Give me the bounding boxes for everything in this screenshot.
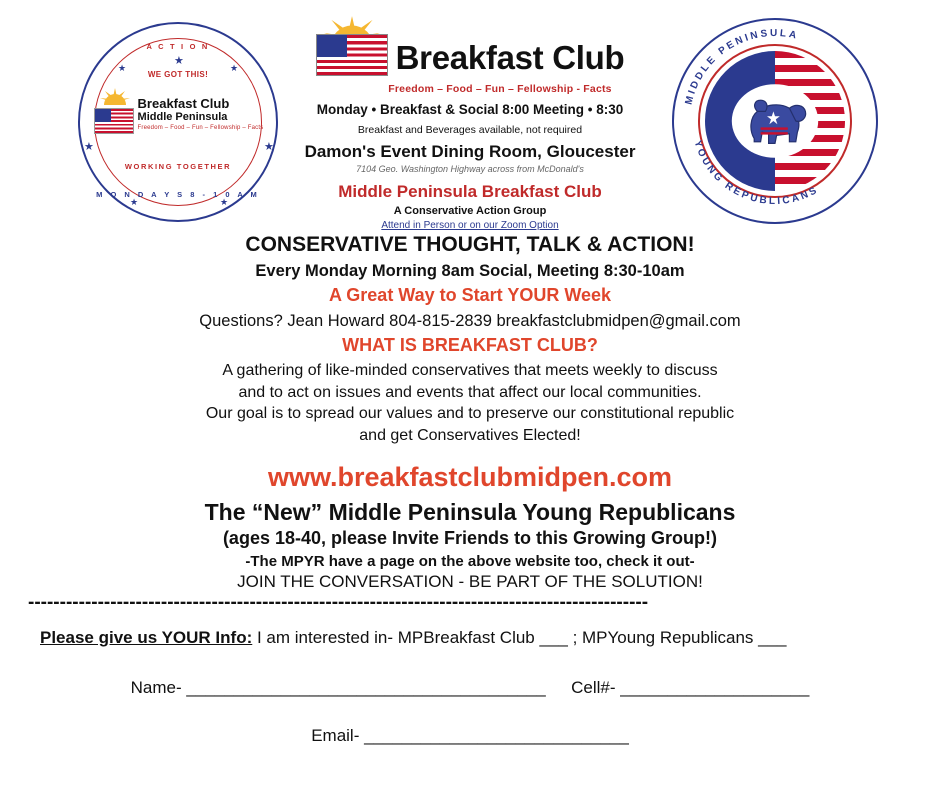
logo-left-action-text: A C T I O N bbox=[146, 42, 210, 51]
contact-line: Questions? Jean Howard 804-815-2839 breakfastclubmidpen@gmail.com bbox=[199, 311, 741, 330]
star-icon: ★ bbox=[174, 55, 184, 67]
center-flag-with-sun bbox=[316, 16, 388, 82]
center-logo-title-row bbox=[300, 10, 640, 82]
form-email-row bbox=[0, 726, 940, 746]
join-call-to-action: JOIN THE CONVERSATION - BE PART OF THE SOLUTION! bbox=[237, 572, 703, 591]
description-line-4: and get Conservatives Elected! bbox=[359, 427, 581, 445]
center-logo-attend-link[interactable]: Attend in Person or on our Zoom Option bbox=[381, 220, 559, 231]
center-logo-venue: Damon's Event Dining Room, Gloucester bbox=[304, 142, 636, 161]
form-cell-field[interactable]: Cell#- ____________________ bbox=[571, 678, 810, 697]
star-icon: ★ bbox=[230, 63, 239, 73]
us-flag-icon bbox=[94, 108, 134, 134]
logo-left-flag-with-sun bbox=[93, 96, 133, 132]
center-logo-schedule: Monday • Breakfast & Social 8:00 Meeting • 8:30 bbox=[316, 102, 624, 117]
sunburst-icon bbox=[100, 88, 130, 106]
form-interest-row bbox=[0, 628, 940, 648]
form-interest-text[interactable]: I am interested in- MPBreakfast Club ___ ; MPYoung Republicans ___ bbox=[252, 628, 787, 647]
meeting-time: Every Monday Morning 8am Social, Meeting 8:30-10am bbox=[255, 261, 685, 280]
description-line-3: Our goal is to spread our values and to preserve our constitutional republic bbox=[205, 405, 735, 423]
description-line-2: and to act on issues and events that affect our local communities. bbox=[238, 383, 702, 401]
logo-left-name-line1: Breakfast Club bbox=[137, 96, 230, 112]
mpyr-title: The “New” Middle Peninsula Young Republicans bbox=[204, 498, 736, 525]
description-line-1: A gathering of like-minded conservatives that meets weekly to discuss bbox=[222, 361, 718, 379]
logo-left-tagline: WE GOT THIS! bbox=[147, 70, 209, 79]
great-way-tagline: A Great Way to Start YOUR Week bbox=[328, 284, 612, 305]
form-name-field[interactable]: Name- ______________________________________ bbox=[130, 678, 546, 697]
center-logo-title: Breakfast Club bbox=[395, 39, 625, 76]
star-icon: ★ bbox=[264, 141, 274, 153]
mpyr-arc-top-text: MIDDLE PENINSULA bbox=[683, 27, 800, 106]
us-flag-icon bbox=[316, 34, 388, 76]
star-icon: ★ bbox=[130, 197, 139, 207]
star-icon: ★ bbox=[118, 63, 127, 73]
star-icon: ★ bbox=[220, 197, 229, 207]
center-logo-block bbox=[300, 10, 640, 231]
flyer-body bbox=[0, 232, 940, 593]
dashed-divider: -------------------------------------------------------------------------------------------------- bbox=[28, 596, 649, 610]
website-link[interactable]: www.breakfastclubmidpen.com bbox=[267, 461, 673, 492]
mpyr-arc-bottom-text: YOUNG REPUBLICANS bbox=[691, 139, 821, 208]
form-please-label: Please give us YOUR Info: bbox=[40, 628, 253, 647]
headline: CONSERVATIVE THOUGHT, TALK & ACTION! bbox=[245, 233, 695, 256]
mpyr-circular-logo bbox=[672, 18, 878, 224]
form-name-row bbox=[0, 678, 940, 698]
center-logo-group-type: A Conservative Action Group bbox=[393, 205, 547, 217]
center-logo-tagline: Freedom – Food – Fun – Fellowship - Facts bbox=[388, 83, 612, 95]
signup-form bbox=[0, 628, 940, 746]
logo-left-working-text: WORKING TOGETHER bbox=[124, 162, 232, 171]
mpyr-note: -The MPYR have a page on the above website too, check it out- bbox=[245, 552, 695, 570]
star-icon: ★ bbox=[84, 141, 94, 153]
center-logo-beverages: Breakfast and Beverages available, not required bbox=[357, 124, 583, 136]
logo-left-wordmark bbox=[138, 97, 264, 130]
form-email-field[interactable]: Email- ____________________________ bbox=[311, 726, 629, 745]
what-is-heading: WHAT IS BREAKFAST CLUB? bbox=[342, 334, 598, 355]
center-logo-group-name: Middle Peninsula Breakfast Club bbox=[338, 182, 602, 201]
logo-left-mondays-text: M O N D A Y S 8 - 1 0 A M bbox=[96, 190, 260, 199]
header-logos bbox=[0, 0, 940, 238]
logo-left-name-line2: Middle Peninsula bbox=[137, 111, 228, 123]
logo-left-center bbox=[78, 96, 278, 132]
center-logo-address: 7104 Geo. Washington Highway across from McDonald's bbox=[356, 164, 584, 174]
breakfast-club-circular-logo bbox=[78, 22, 278, 222]
logo-left-name-line3: Freedom – Food – Fun – Fellowship – Facts bbox=[137, 124, 264, 131]
mpyr-ages: (ages 18-40, please Invite Friends to this Growing Group!) bbox=[222, 527, 718, 548]
mpyr-arc-text bbox=[672, 18, 878, 224]
